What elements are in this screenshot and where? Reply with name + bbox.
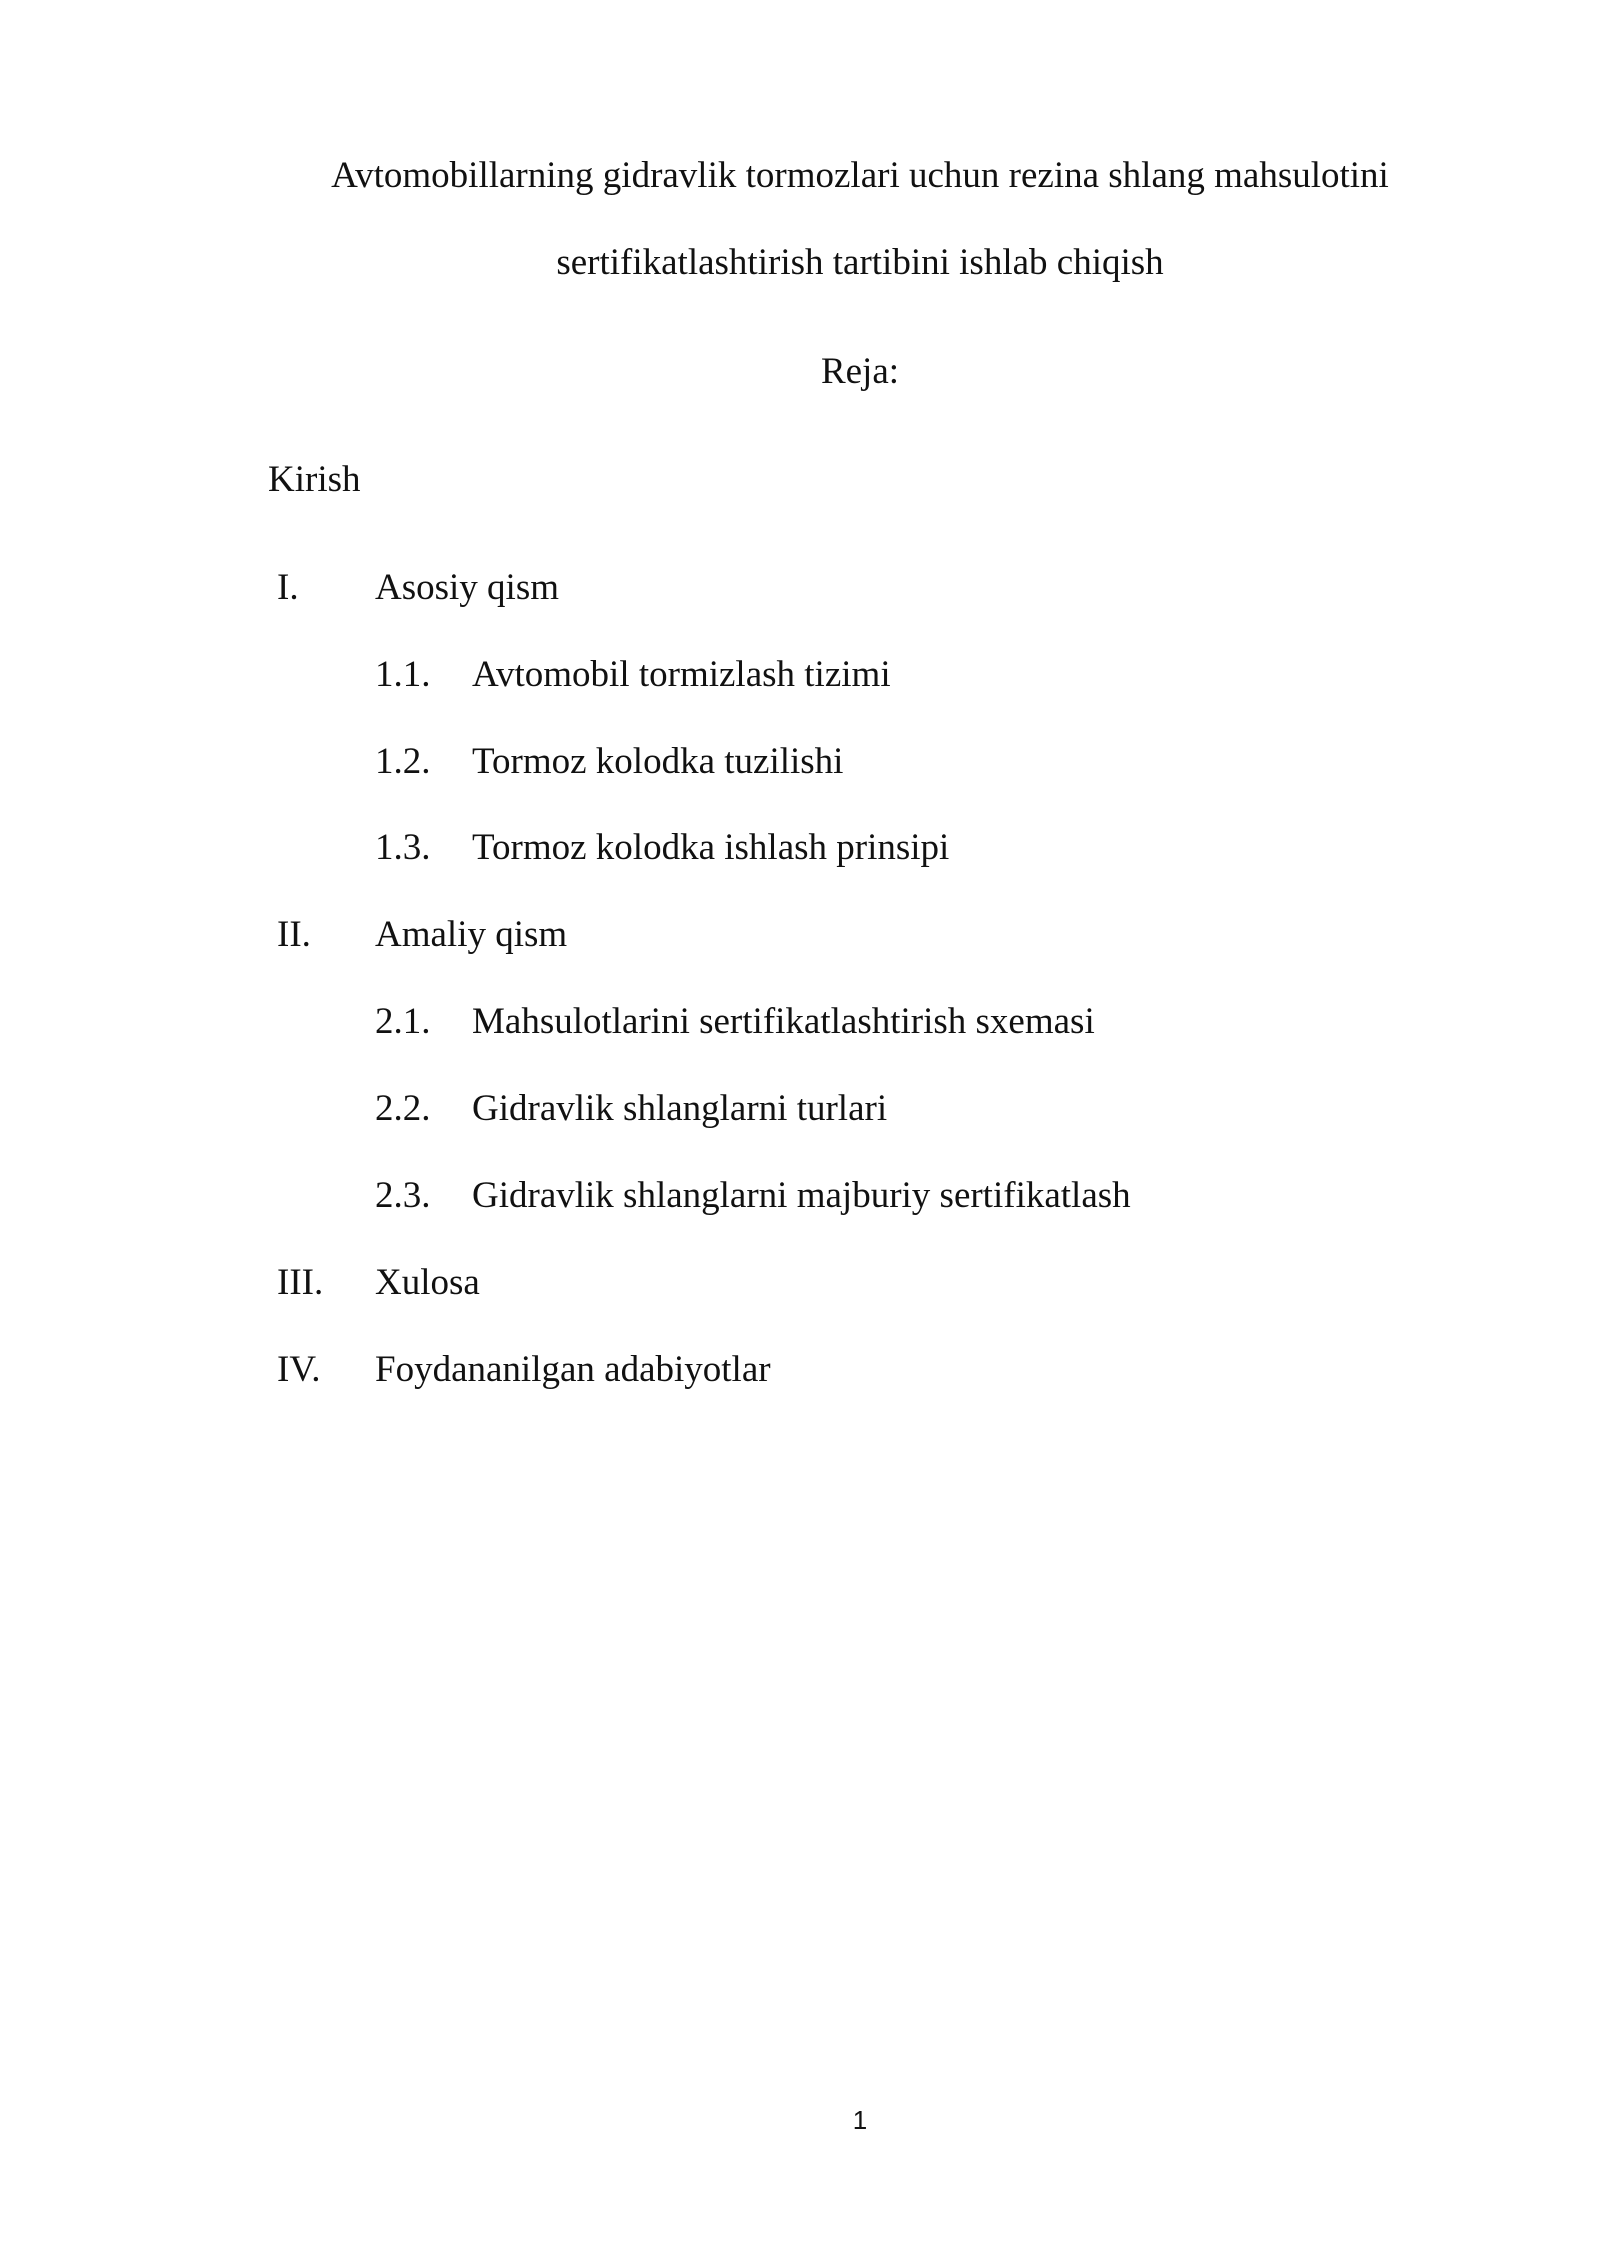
outline-number: III.	[277, 1262, 324, 1303]
outline-intro: Kirish	[268, 459, 361, 500]
outline-text: Foydananilgan adabiyotlar	[375, 1349, 771, 1390]
outline-text: Mahsulotlarini sertifikatlashtirish sxemasi	[472, 1001, 1095, 1042]
outline-text: Amaliy qism	[375, 914, 568, 955]
plan-heading: Reja:	[820, 351, 900, 392]
document-title-line-1: Avtomobillarning gidravlik tormozlari uchun rezina shlang mahsulotini	[331, 155, 1389, 196]
outline-number: 1.3.	[375, 827, 431, 868]
outline-text: Tormoz kolodka ishlash prinsipi	[472, 827, 950, 868]
outline-text: Gidravlik shlanglarni turlari	[472, 1088, 888, 1129]
outline-number: I.	[277, 567, 299, 608]
outline-text: Xulosa	[375, 1262, 480, 1303]
outline-text: Asosiy qism	[375, 567, 560, 608]
document-title-line-2: sertifikatlashtirish tartibini ishlab chiqish	[556, 242, 1164, 283]
outline-number: 2.3.	[375, 1175, 431, 1216]
outline-number: 2.2.	[375, 1088, 431, 1129]
outline-number: 1.2.	[375, 741, 431, 782]
outline-number: 2.1.	[375, 1001, 431, 1042]
page-number: 1	[852, 2105, 868, 2135]
outline-text: Tormoz kolodka tuzilishi	[472, 741, 844, 782]
outline-number: II.	[277, 914, 311, 955]
outline-number: IV.	[277, 1349, 321, 1390]
outline-number: 1.1.	[375, 654, 431, 695]
outline-text: Gidravlik shlanglarni majburiy sertifikatlash	[472, 1175, 1131, 1216]
outline-text: Avtomobil tormizlash tizimi	[472, 654, 891, 695]
